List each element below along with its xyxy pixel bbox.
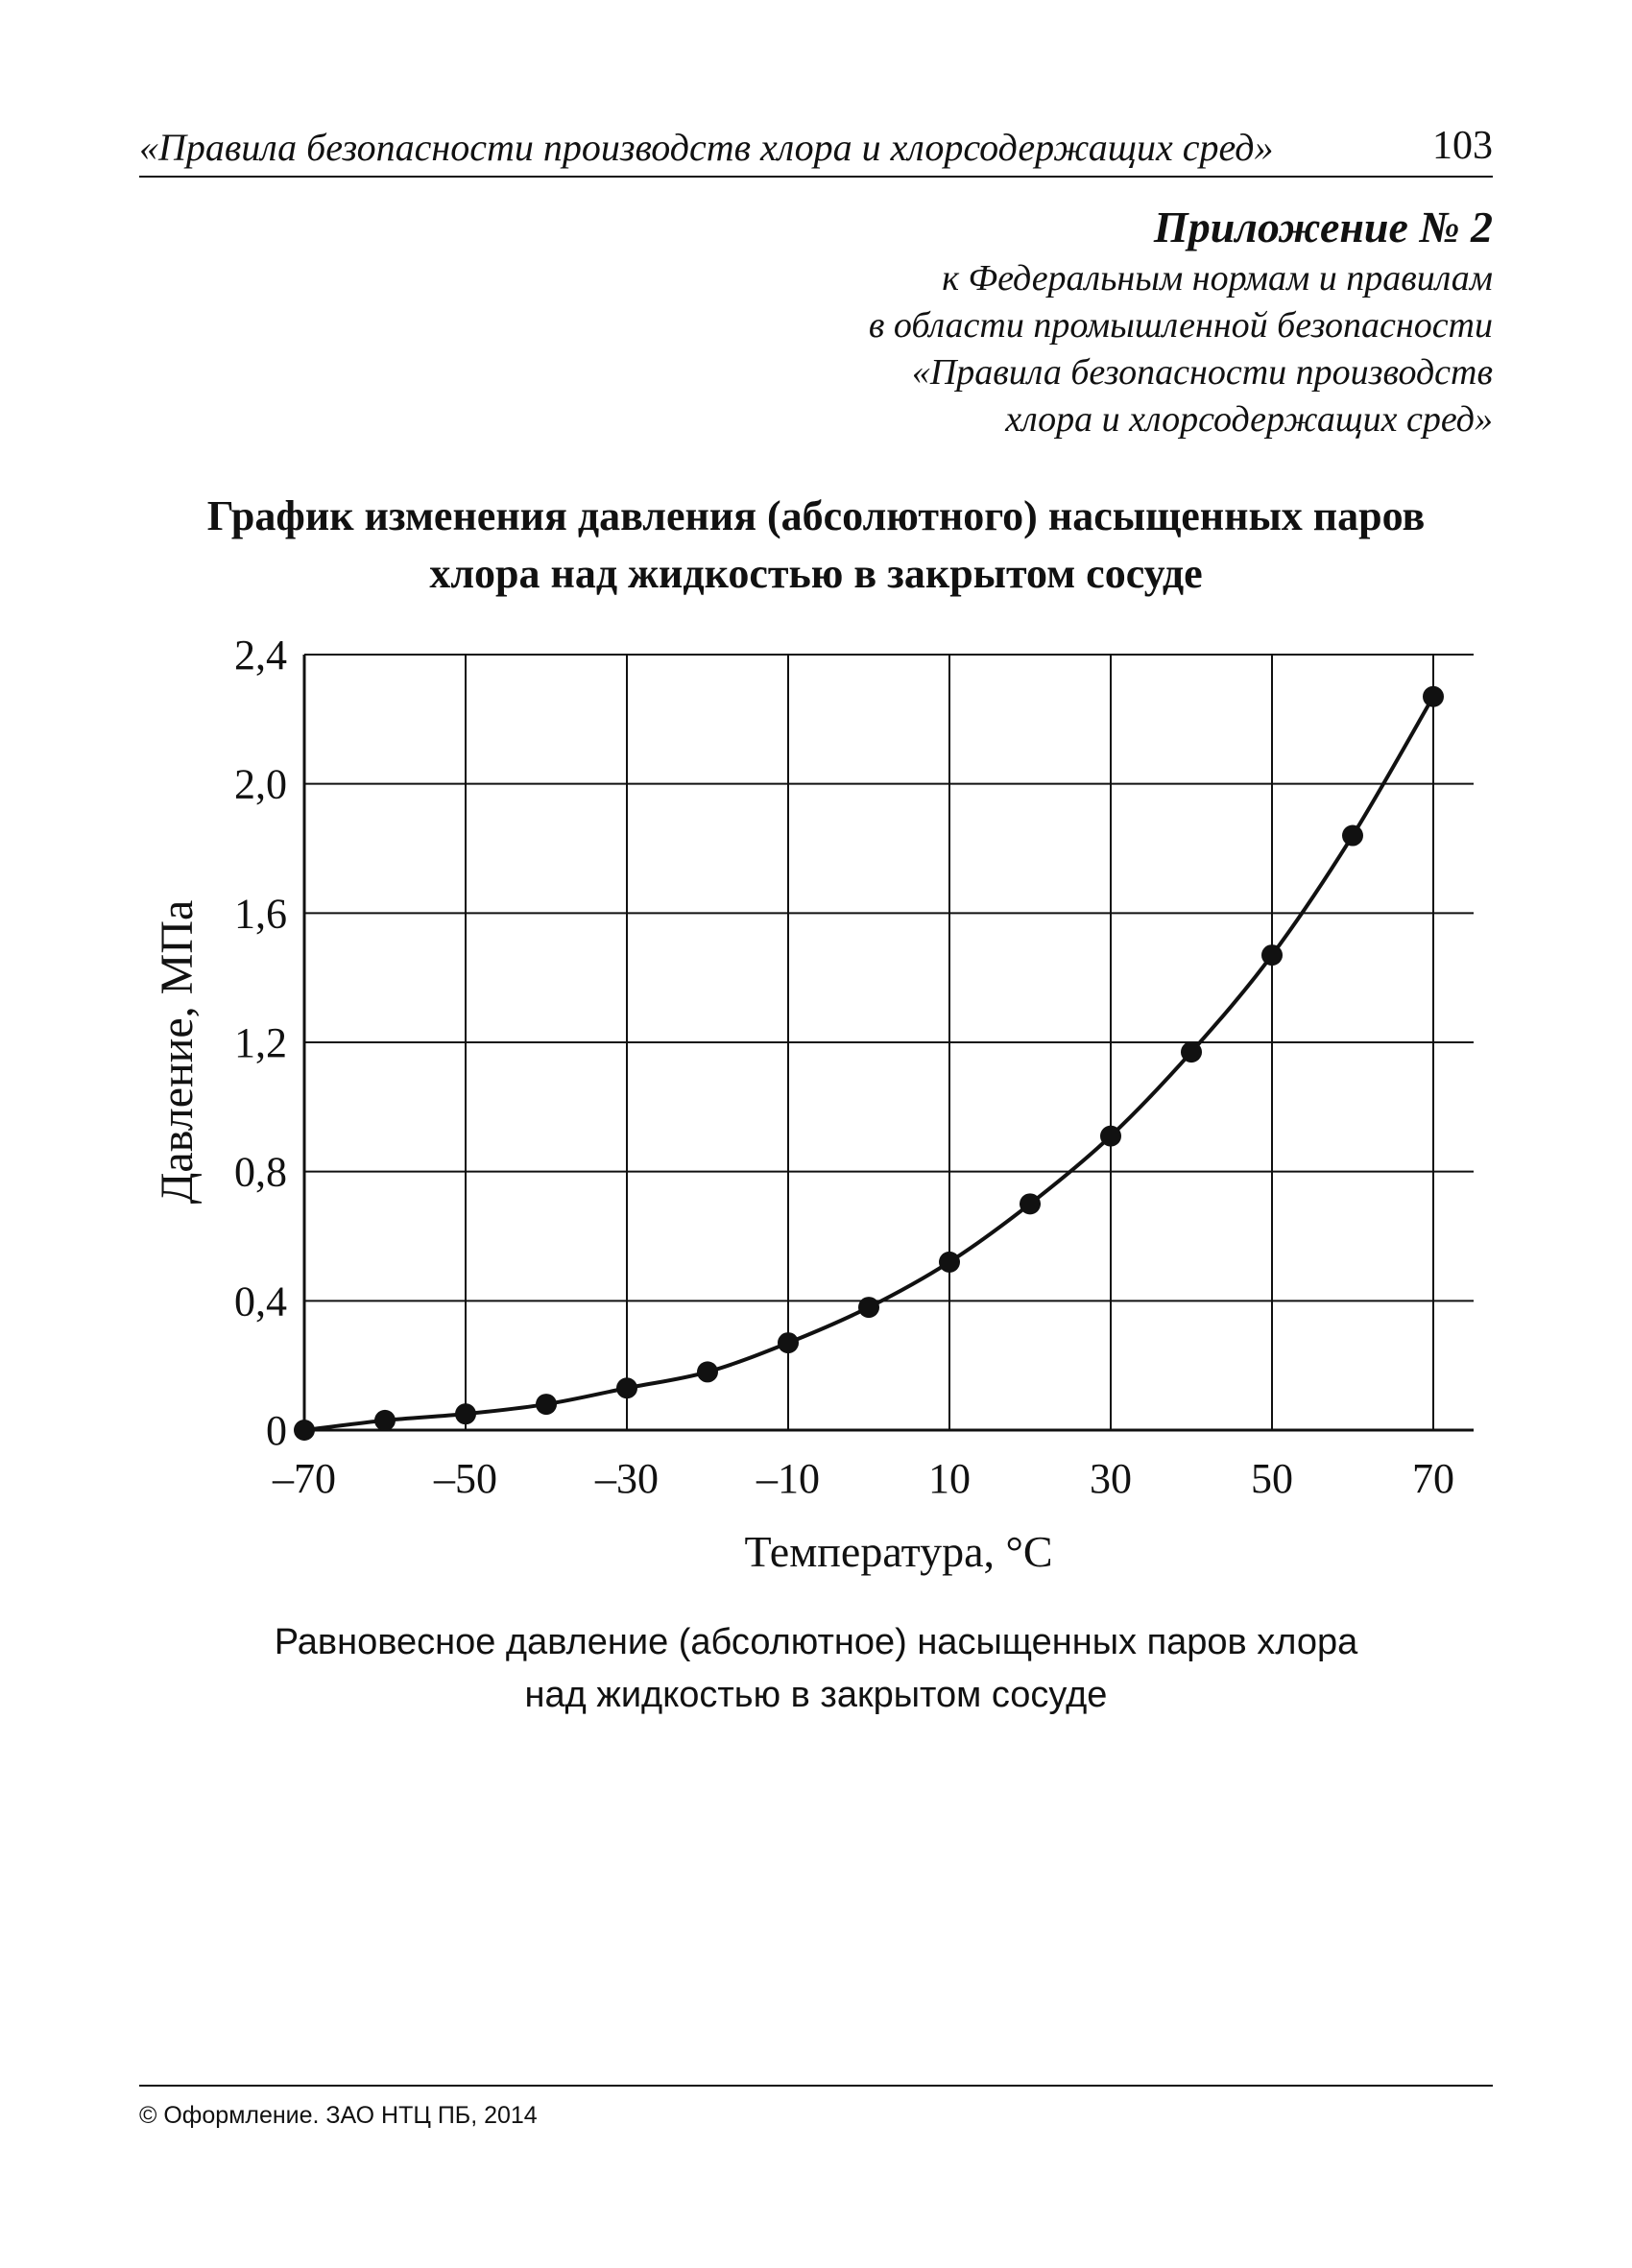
x-axis-title: Температура, °С: [744, 1527, 1053, 1576]
data-point: [1261, 944, 1283, 966]
x-tick-label: 30: [1090, 1455, 1132, 1502]
chart-title-line-2: хлора над жидкостью в закрытом сосуде: [429, 550, 1203, 597]
appendix-line: хлора и хлорсодержащих сред»: [1005, 399, 1493, 440]
grid: [304, 655, 1474, 1430]
data-point: [536, 1394, 557, 1415]
x-tick-label: 10: [928, 1455, 971, 1502]
y-axis-title: Давление, МПа: [152, 899, 203, 1205]
data-point: [1020, 1193, 1041, 1214]
y-tick-label: 0,8: [234, 1148, 287, 1196]
data-point: [1342, 825, 1363, 847]
caption-line-1: Равновесное давление (абсолютное) насыщенных паров хлора: [274, 1622, 1358, 1662]
figure-caption: [0, 1616, 1632, 1722]
data-point: [1100, 1126, 1121, 1147]
appendix-line: в области промышленной безопасности: [868, 305, 1493, 346]
data-point: [455, 1403, 476, 1424]
data-point: [616, 1377, 637, 1398]
y-tick-label: 1,6: [234, 890, 287, 938]
y-tick-label: 0: [266, 1407, 287, 1454]
data-point: [374, 1410, 396, 1431]
caption-line-2: над жидкостью в закрытом сосуде: [524, 1675, 1108, 1715]
appendix-title: Приложение № 2: [1153, 203, 1493, 251]
labels: [152, 632, 1454, 1576]
appendix-line: «Правила безопасности производств: [911, 352, 1493, 393]
footer-rule: [139, 2085, 1493, 2087]
data-point: [1181, 1041, 1202, 1062]
x-tick-label: 50: [1251, 1455, 1293, 1502]
y-tick-label: 1,2: [234, 1019, 287, 1066]
data-point: [294, 1420, 315, 1441]
y-tick-label: 2,0: [234, 760, 287, 808]
y-tick-label: 0,4: [234, 1277, 287, 1325]
x-tick-label: –70: [273, 1455, 336, 1502]
data-point: [697, 1361, 718, 1382]
x-tick-label: –10: [756, 1455, 820, 1502]
series-line: [304, 697, 1433, 1430]
x-tick-label: –30: [595, 1455, 659, 1502]
appendix-line: к Федеральным нормам и правилам: [942, 258, 1493, 298]
data-point: [1423, 686, 1444, 707]
data-point: [778, 1332, 799, 1353]
footer-copyright: © Оформление. ЗАО НТЦ ПБ, 2014: [139, 2102, 538, 2129]
data-point: [939, 1252, 960, 1273]
page-number: 103: [1432, 124, 1493, 168]
running-header: «Правила безопасности производств хлора и хлорсодержащих сред»: [139, 126, 1274, 169]
x-tick-label: 70: [1412, 1455, 1454, 1502]
chart-title-line-1: График изменения давления (абсолютного) насыщенных паров: [206, 492, 1426, 539]
y-tick-label: 2,4: [234, 632, 287, 679]
data-point: [858, 1297, 879, 1318]
x-tick-label: –50: [434, 1455, 497, 1502]
